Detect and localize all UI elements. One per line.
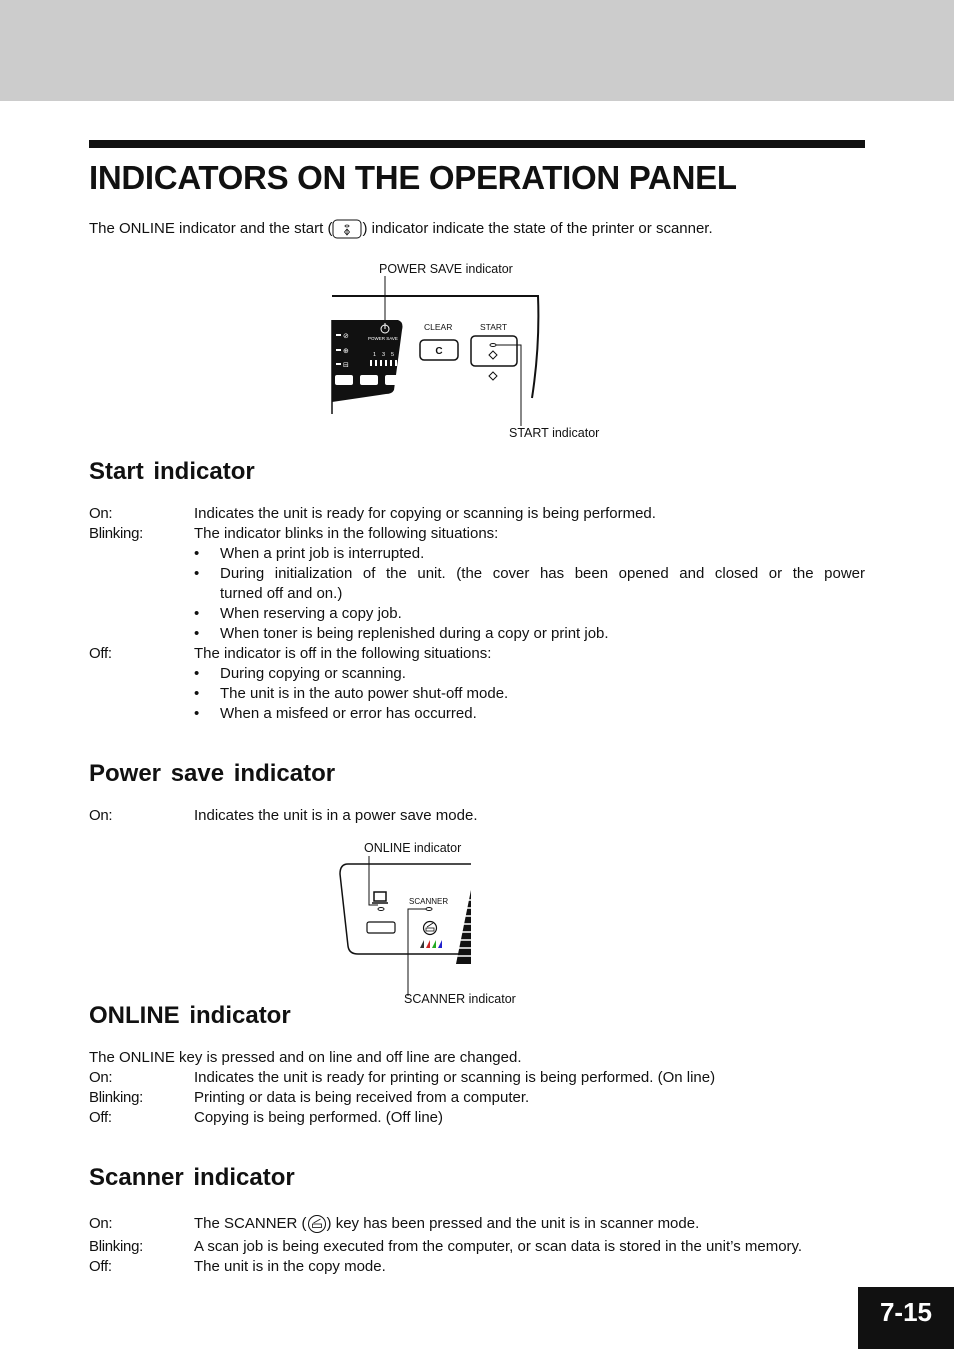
- scanner-off-text: The unit is in the copy mode.: [194, 1258, 386, 1275]
- color-drops-icon: [420, 940, 442, 948]
- scanner-indicator-heading: Scanner indicator: [89, 1164, 295, 1191]
- mode-key: [335, 375, 353, 385]
- start-indicator-heading: Start indicator: [89, 458, 255, 485]
- copy-mode-icon: ⊘: [343, 332, 349, 340]
- page-number: 7-15: [858, 1287, 954, 1349]
- online-indicator-lamp: [378, 908, 384, 911]
- start-on-label: On:: [89, 505, 113, 522]
- online-printer-icon: [372, 892, 388, 903]
- start-on-text: Indicates the unit is ready for copying or scanning is being performed.: [194, 505, 656, 522]
- scanner-indicator-label: SCANNER indicator: [404, 992, 516, 1006]
- intro-paragraph: [89, 219, 713, 239]
- start-key: [471, 336, 517, 366]
- power-save-on-text: Indicates the unit is in a power save mode.: [194, 807, 478, 824]
- start-key-icon: [332, 219, 362, 239]
- scanner-inline-icon: [307, 1214, 327, 1234]
- online-on-label: On:: [89, 1069, 113, 1086]
- online-intro-text: The ONLINE key is pressed and on line and off line are changed.: [89, 1049, 522, 1066]
- density-number-5: 5: [391, 352, 395, 358]
- start-blinking-text: The indicator blinks in the following situations:: [194, 525, 499, 542]
- panel-edge-stripes: [456, 890, 471, 964]
- scanner-blinking-label: Blinking:: [89, 1238, 143, 1255]
- scan-mode-icon: ⊟: [343, 361, 349, 369]
- scanner-text: SCANNER: [409, 897, 449, 906]
- online-scanner-diagram: [336, 856, 476, 996]
- start-text: START: [480, 322, 508, 332]
- print-mode-icon: ⊕: [343, 347, 349, 355]
- online-key: [367, 922, 395, 933]
- lighter-key: [360, 375, 378, 385]
- online-blinking-text: Printing or data is being received from a computer.: [194, 1089, 530, 1106]
- scanner-key-icon: [424, 922, 437, 935]
- scanner-on-text: The SCANNER ( ) key has been pressed and the unit is in scanner mode.: [194, 1214, 865, 1234]
- intro-text-after: ) indicator indicate the state of the printer or scanner.: [362, 220, 713, 237]
- power-save-on-label: On:: [89, 807, 113, 824]
- scanner-off-label: Off:: [89, 1258, 112, 1275]
- start-off-label: Off:: [89, 645, 112, 662]
- online-indicator-label: ONLINE indicator: [364, 841, 462, 855]
- power-save-heading: Power save indicator: [89, 760, 336, 787]
- density-number-1: 1: [373, 352, 377, 358]
- darker-key: [385, 375, 403, 385]
- title-rule: [89, 140, 865, 148]
- intro-text-before: The ONLINE indicator and the start (: [89, 220, 333, 237]
- start-indicator-label: START indicator: [509, 426, 600, 440]
- online-off-label: Off:: [89, 1109, 112, 1126]
- header-band: [0, 0, 954, 101]
- start-off-text: The indicator is off in the following situations:: [194, 645, 492, 662]
- online-on-text: Indicates the unit is ready for printing or scanning is being performed. (On line): [194, 1069, 716, 1086]
- power-save-small-text: POWER SAVE: [368, 336, 398, 341]
- online-indicator-heading: ONLINE indicator: [89, 1002, 291, 1029]
- online-blinking-label: Blinking:: [89, 1089, 143, 1106]
- start-symbol-icon-lower: [489, 372, 497, 380]
- start-blinking-label: Blinking:: [89, 525, 143, 542]
- scanner-blinking-text: A scan job is being executed from the computer, or scan data is stored in the unit’s memory.: [194, 1238, 803, 1255]
- clear-key-letter: C: [435, 346, 443, 357]
- scanner-on-label: On:: [89, 1215, 113, 1232]
- online-off-text: Copying is being performed. (Off line): [194, 1109, 444, 1126]
- operation-panel-diagram: [328, 276, 548, 426]
- page-title: INDICATORS ON THE OPERATION PANEL: [89, 159, 737, 196]
- density-number-3: 3: [382, 352, 386, 358]
- clear-text: CLEAR: [424, 322, 453, 332]
- scanner-indicator-lamp: [426, 908, 432, 911]
- power-save-indicator-label: POWER SAVE indicator: [379, 262, 513, 276]
